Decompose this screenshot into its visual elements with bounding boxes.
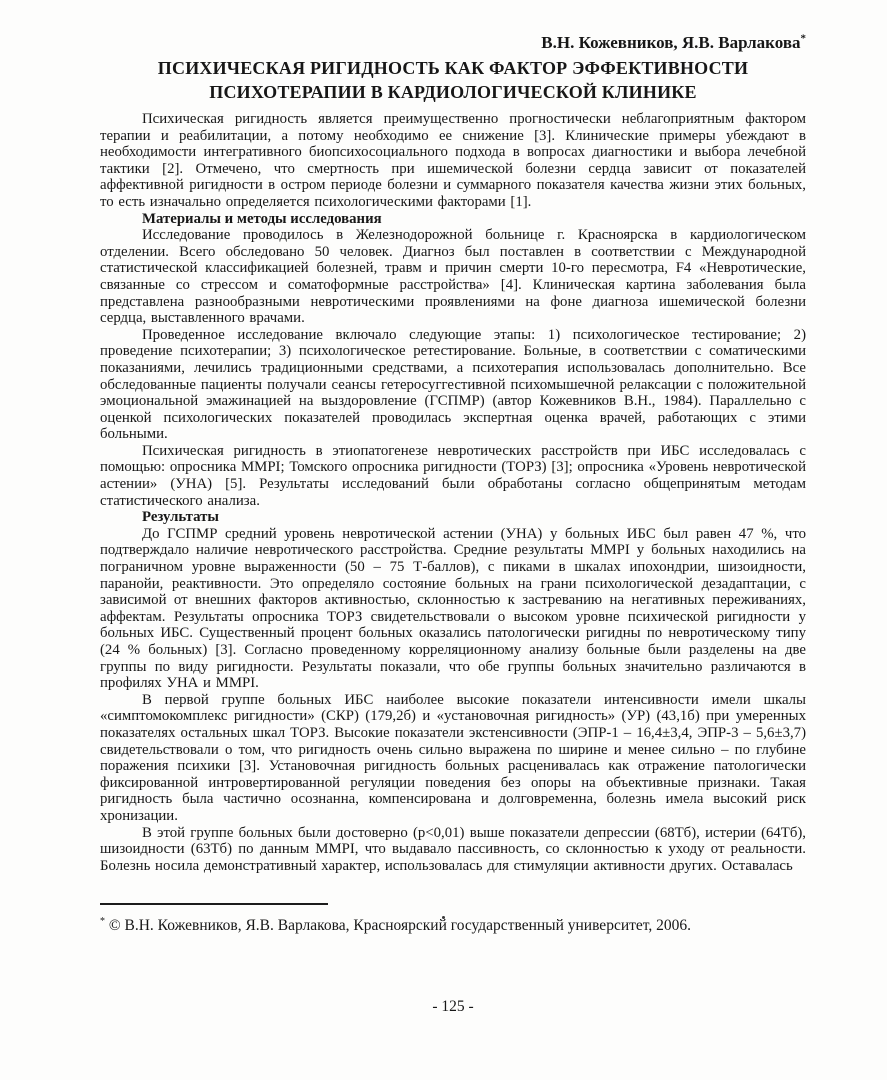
author-line (100, 32, 806, 54)
article-body (100, 111, 806, 874)
paragraph: Психическая ригидность в этиопатогенезе невротических расстройств при ИБС исследовалась с помощью: опросника MMPI; Томского опросника ригидности (ТОРЗ) [3]; опросника «Уровень невротической астении» (УНА) [5]. Результаты исследований были обработаны согласно общепринятым методам статистического анализа. (100, 442, 806, 509)
page-number: - 125 - (432, 998, 474, 1015)
footnote-area (100, 903, 806, 935)
article-title-line-2: ПСИХОТЕРАПИИ В КАРДИОЛОГИЧЕСКОЙ КЛИНИКЕ (209, 82, 697, 102)
paragraph: Исследование проводилось в Железнодорожной больнице г. Красноярска в кардиологическом отделении. Всего обследовано 50 человек. Диагноз был поставлен в соответствии с Международной статистической классификацией болезней, травм и причин смерти 10-го пересмотра, F4 «Невротические, связанные со стрессом и соматоформные расстройства» [4]. Клиническая картина заболевания была представлена разнообразными невротическими проявлениями на фоне диагноза ишемической болезни сердца, выставленного врачами. (100, 227, 806, 327)
paragraph: Проведенное исследование включало следующие этапы: 1) психологическое тестирование; 2) проведение психотерапии; 3) психологическое ретестирование. Больные, в соответствии с соматическими показаниями, лечились традиционными средствами, а психотерапия использовалась дополнительно. Все обследованные пациенты получали сеансы гетеросуггестивной психомышечной релаксации с положительной эмоциональной эмажинацией на выздоровление (ГСПМР) (автор Кожевников В.Н., 1984). Параллельно с оценкой психологических показателей проводилась экспертная оценка врачей, работающих с этими больными. (100, 326, 806, 443)
paragraph: В этой группе больных были достоверно (р<0,01) выше показатели депрессии (68Тб), истерии (64Тб), шизоидности (63Тб) по данным MMPI, что выдавало пассивность, со склонностью к уходу от реальности. Болезнь носила демонстративный характер, использовалась для стимуляции активности других. Оставалась (100, 824, 806, 874)
footnote-text: © В.Н. Кожевников, Я.В. Варлакова, Красноярский государственный университет, 2006. (108, 917, 692, 934)
copyright-footnote (100, 916, 806, 935)
author-footnote-mark: * (800, 32, 806, 45)
paragraph: В первой группе больных ИБС наиболее высокие показатели интенсивности имели шкалы «симптомокомплекс ригидности» (СКР) (179,2б) и «установочная ригидность» (УР) (43,1б) при умеренных показателях остальных шкал ТОРЗ. Высокие показатели экстенсивности (ЭПР-1 – 16,4±3,4, ЭПР-3 – 5,6±3,7) свидетельствовали о том, что ригидность очень сильно выражена по ширине и менее сильно – по глубине поражения психики [3]. Установочная ригидность больных расценивалась как отражение патологически фиксированной интровертированной регуляции поведения без опоры на объективные признаки. Такая ригидность была частично осознанна, компенсирована и долговременна, болезнь имела высокий риск хронизации. (100, 691, 806, 824)
section-heading: Результаты (142, 509, 219, 526)
paragraph: До ГСПМР средний уровень невротической астении (УНА) у больных ИБС был равен 47 %, что подтверждало наличие невротического расстройства. Средние результаты MMPI у больных находились на пограничном уровне выраженности (50 – 75 Т-баллов), с пиками в шкалах ипохондрии, шизоидности, паранойи, реактивности. Это определяло состояние больных на грани психологической дезадаптации, с зависимой от внешних факторов активностью, склонностью к застреванию на негативных переживаниях, аффектам. Результаты опросника ТОРЗ свидетельствовали о высоком уровне психической ригидности у больных ИБС. Существенный процент больных оказались патологически ригидны по невротическому типу (24 % больных) [3]. Согласно проведенному корреляционному анализу больные были разделены на две группы по виду ригидности. Результаты показали, что обе группы больных значительно различаются в профилях УНА и MMPI. (100, 525, 806, 692)
page-content (100, 32, 806, 874)
footnote-divider (100, 903, 328, 905)
footnote-mark: * (100, 915, 105, 927)
section-heading: Материалы и методы исследования (142, 210, 382, 227)
article-title-line-1: ПСИХИЧЕСКАЯ РИГИДНОСТЬ КАК ФАКТОР ЭФФЕКТИВНОСТИ (157, 58, 749, 78)
paragraph: Психическая ригидность является преимущественно прогностически неблагоприятным фактором терапии и реабилитации, а потому необходимо ее снижение [3]. Клинические примеры убеждают в необходимости интегративного биопсихосоциального подхода в вопросах диагностики и выбора лечебной тактики [2]. Отмечено, что смертность при ишемической болезни сердца зависит от показателей аффективной ригидности в остром периоде болезни и суммарного показателя качества жизни этих больных, то есть изначально определяется психологическими факторами [1]. (100, 111, 806, 210)
authors-text: В.Н. Кожевников, Я.В. Варлакова (541, 33, 801, 52)
article-title (100, 56, 806, 104)
